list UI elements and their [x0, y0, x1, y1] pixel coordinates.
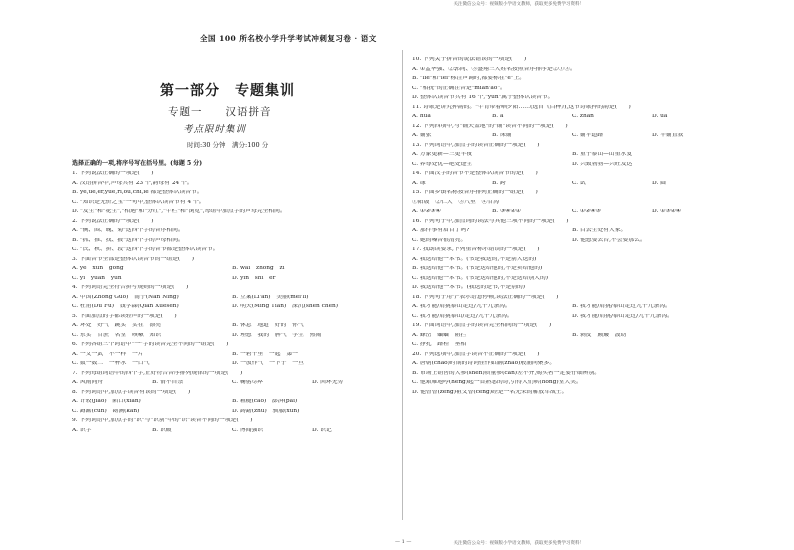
option: C. ①②④③: [572, 209, 601, 214]
option-line: A. 我送给他一本书。(书是我送的,不是别人送的): [412, 256, 537, 262]
options-row: [412, 238, 732, 248]
option: A. 中国(Zhōng Guó) 南宁(Nán Níng): [72, 294, 179, 300]
option: C. 蹲踞(cūn) 勘测(kān): [72, 408, 140, 414]
option: D. 兴致勃勃—兴旺发达: [572, 161, 633, 167]
question-14: 14. 下面汉字的音节不是整体认读音节的是( ): [412, 171, 538, 176]
question-17: 17. 找朗读要求,下列重音标示错误的一项是( ): [412, 247, 540, 252]
top-note: 关注微信公众号：视频版小学语文教师，获取更多免费学习资料！: [453, 2, 584, 7]
option-line: B. 我送给他一本书。(书是送给他的,不是卖给他的): [412, 266, 543, 271]
question-18: 18. 下列句子用"/"表示语意停顿,读法正确的一项是( ): [412, 294, 559, 300]
left-questions: [72, 171, 392, 437]
options-row: [72, 266, 392, 276]
option: C. 鞠躬尽瘁: [232, 380, 264, 385]
option: D. 一放作气 一下子 一旦: [232, 361, 304, 366]
option: B. 白云生处有人家。: [572, 228, 627, 233]
options-row: [72, 380, 392, 390]
options-row: [72, 276, 392, 286]
question-11: 11. 诗歌是讲究押韵的。"牛背带着晒夕阳……(选自《白桦》),这节诗歌押的韵是( ): [412, 104, 631, 110]
option: D. 明天(Míng Tiān) 深沉(shēn chén): [232, 304, 339, 309]
options-row: [412, 209, 732, 219]
option: A. hua: [412, 114, 431, 119]
question-3: 3. 下面音节全部是整体认读音节的一组是( ): [72, 256, 195, 262]
option: D. 踌躇(zhù) 驯服(xùn): [232, 408, 300, 414]
option: D. yīn shí ér: [232, 275, 276, 281]
options-row: [72, 361, 392, 371]
option-line: A. 唐朝(cháo)时期的诗词佳作如潮(zhāo)般涌向聚多。: [412, 361, 556, 366]
option: B. 跨: [492, 180, 506, 186]
option: C. 铺平道路: [572, 133, 604, 138]
option: D. ①③②④: [652, 209, 681, 214]
option-line: B. "抓、推、找、披"这四个字的声母相同。: [72, 237, 184, 243]
option-line: C. 他艰难地哼(hēng)起一首熟悉的诗,引得人们哄(hōng)堂大笑。: [412, 380, 582, 385]
options-row: [412, 304, 732, 314]
option: B. 识破: [152, 427, 172, 433]
option: B. 剥皮 颠簸 波动: [572, 332, 627, 338]
options-row: [412, 152, 732, 162]
series-title: 全国 100 所名校小学升学考试冲刺复习卷 · 语文: [200, 34, 377, 43]
options-row: [412, 133, 732, 143]
option: A. 那件事有眉目了吗?: [412, 228, 470, 233]
option: D. ua: [652, 114, 668, 119]
option: D. 平铺直叙: [652, 133, 684, 138]
option: A. 万象更新—三更半夜: [412, 152, 473, 157]
option: C. 数一数二 一杯水 一口气: [72, 361, 150, 366]
option: B. wài zhōng zǐ: [232, 266, 285, 271]
topic-title: 专题一 汉语拼音: [168, 106, 272, 118]
instruction: 选择正确的一项,将序号写在括号里。(每题 5 分): [72, 160, 203, 167]
question-4: 4. 下列词语完全符合拼写规则的一项是( ): [72, 285, 189, 290]
question-2: 2. 下列说法正确的一项是( ): [72, 218, 154, 224]
option: B. 情不自禁: [152, 380, 184, 385]
option-line: A. 汉语拼音中,声母共有 23 个,韵母有 24 个。: [72, 180, 193, 186]
option-line: A. ①孟华强、②郭同、③盛翔三人姓名按照音序排序是②①③。: [412, 66, 576, 72]
options-row: [412, 342, 732, 352]
option-line: D. "发生"和"花生","相遇"和"分红","牛栏"和"浏览",每组中加点字的声母完全相同。: [72, 209, 286, 214]
option: D. 理想 我的 脾气 学生 热闹: [232, 332, 322, 338]
options-row: [412, 228, 732, 238]
options-row: [72, 333, 392, 343]
option: C. 我才能/肩挑泰山/走过/九十九条沟。: [412, 313, 513, 319]
question-12: 12. 下列四项中,与"铺天盖地"的"铺"读音不同的一项是( ): [412, 123, 568, 129]
option: C. 挣扎 路程 巫相: [412, 342, 467, 347]
option-line: D. 他曾曾(zēng)祖父曾(céng)经是一名光荣的解放军战士。: [412, 389, 568, 395]
option: A. 识字: [72, 427, 92, 433]
question-1: 1. 下列说法正确的一项是( ): [72, 171, 154, 176]
options-row: [412, 181, 732, 191]
option: C. 她的嗓音很清亮。: [412, 237, 467, 243]
column-divider: [402, 50, 403, 520]
option: A. ①②③④: [412, 209, 441, 214]
options-row: [412, 314, 732, 324]
question-10: 10. 下列关于拼音的说法错误的一项是( ): [412, 57, 527, 62]
options-row: [72, 428, 392, 438]
options-row: [72, 323, 392, 333]
options-row: [412, 114, 732, 124]
option: A. 风雨同舟: [72, 380, 104, 385]
option-line: B. ye,üe,er,yue,ri,ou,chi,ie 都是整体认读音节。: [72, 190, 203, 195]
question-20: 20. 下列选项中,加点字读音不正确的一项是( ): [412, 351, 540, 357]
bottom-note: 关注微信公众号：视频版小学语文教师，获取更多免费学习资料！: [453, 541, 584, 546]
option: D. 圆: [652, 180, 666, 186]
option: A. 计较(jiào) 陷口(xiàn): [72, 399, 141, 404]
question-6: 6. 下列各组三个词语中"一"字的读音完全不同的一组是( ): [72, 342, 229, 347]
option: C. 东实 甘蔗 名堂 咳嗽 知识: [72, 332, 162, 338]
right-questions: [412, 57, 732, 399]
option: A. 一文一武 不一样 一片: [72, 351, 144, 357]
options-row: [412, 162, 732, 172]
question-5: 5. 下面加点的字都读轻声的一项是( ): [72, 313, 177, 319]
option: B. 粗糙(cāo) 澎湃(pài): [232, 399, 298, 404]
time-score: 时间:30 分钟 满分:100 分: [187, 141, 269, 149]
option-line: D. 整体认读音节共有 16 个,"yun"属于整体认读音节。: [412, 95, 554, 100]
option: A. 我才能/肩挑泰山走过/九十九条沟。: [412, 304, 511, 309]
option: D. 他想要去台,不会要那么。: [572, 237, 646, 243]
option: C. 博闻强识: [232, 427, 264, 433]
options-row: [72, 399, 392, 409]
options-row: [72, 409, 392, 419]
option: C. 养尊处优—绝处逢生: [412, 161, 473, 167]
option: B. a: [492, 114, 504, 119]
option: B. 我才能/肩挑/泰山走过九十九条沟。: [572, 304, 671, 309]
part-title: 第一部分 专题集训: [160, 83, 295, 99]
option: B. 床铺: [492, 133, 512, 138]
option: B. 休息 地道 好的 你气: [232, 323, 304, 328]
option-line: C. "氏、秋、拼、段"这四个字的音节都是整体认读音节。: [72, 247, 219, 252]
sub-list: ①阳坡 ②仁大 ③八里 ④甘沟: [412, 199, 499, 205]
option-line: C. "知识是无价之宝"一句中,整体认读音节有 4 个。: [72, 199, 205, 205]
option-line: D. 我送给他一本书。(我送的是书,不是别的): [412, 285, 526, 290]
option-line: B. 市场上销售的人参(shēn)质量参(cān)差不齐,购买者一定要仔细辨别。: [412, 370, 601, 376]
option: A. 铺张: [412, 133, 432, 138]
option: B. ③④②①: [492, 209, 521, 214]
option: A. 坏处 好气 跳实 实在 漂亮: [72, 323, 162, 328]
question-8: 8. 下列词语中,加点字读音有误的一项是( ): [72, 389, 191, 395]
question-9: 9. 下列词语中,加点字的"识"与"识别"中的"识"读音不同的一项是( ): [72, 418, 253, 423]
option: C. zhan: [572, 114, 594, 119]
option-line: A. "侧、围、魄、菊"这四个字的音序相同。: [72, 228, 184, 233]
option: A. yè xūn gōng: [72, 266, 124, 271]
options-row: [72, 352, 392, 362]
option: D. 回环无穷: [312, 380, 344, 385]
option: C. yī yuàn yǔn: [72, 275, 122, 281]
option: C. 试: [572, 180, 586, 186]
question-16: 16. 下列句子中,加点词的读法与其他三项不同的一项是( ): [412, 218, 569, 224]
option: C. 杜甫(Dù Fǔ) 钱学森(Qián Xuésēn): [72, 304, 179, 309]
question-19: 19. 下面词语中,加点字的读音完全相同的一项是( ): [412, 323, 552, 328]
option-line: B. "lie"和"lei"标注声调时,都要标在"e"上。: [412, 76, 526, 81]
option: D. 我才能/肩挑/泰山走过/九十九条沟。: [572, 313, 673, 319]
question-7: 7. 下列每组词语中的四个字,正好符合音序排列规律的一项是( ): [72, 370, 243, 376]
option: B. 重于泰山—山重水复: [572, 152, 633, 157]
option: B. 一碧千里 一起 第一: [232, 351, 298, 357]
option-line: C. "相抚"的正确注音是"miān'ǎo"。: [412, 85, 506, 91]
option-line: C. 我送给他一本书。(书是送给他的,不是送给别人的): [412, 275, 549, 281]
options-row: [72, 295, 392, 305]
question-15: 15. 下面乡镇名称按音序排列正确的一组是( ): [412, 190, 538, 195]
option: A. 绿: [412, 180, 426, 186]
options-row: [412, 333, 732, 343]
subtitle: 考点限时集训: [183, 124, 247, 135]
question-13: 13. 下列词语中,加点字的读音正确的一项是( ): [412, 142, 540, 148]
page-number: — 1 —: [395, 539, 412, 545]
option: A. 蜂峦 蛐蛐 阻拦: [412, 332, 467, 338]
option: D. 识记: [312, 427, 332, 433]
option: B. 立案(Lì'àn) 美丽(měi'lì): [232, 294, 309, 300]
options-row: [72, 304, 392, 314]
